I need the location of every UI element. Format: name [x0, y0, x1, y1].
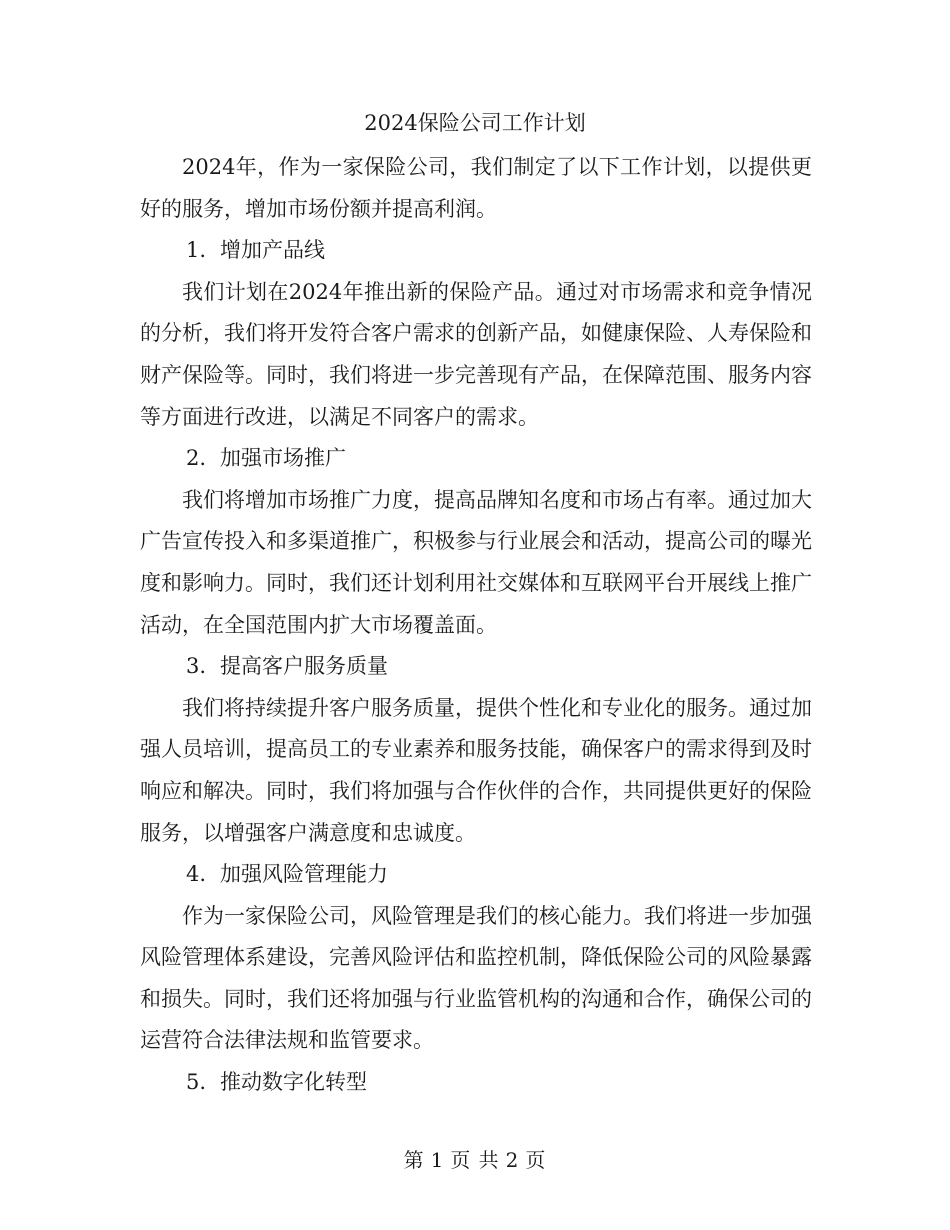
- footer-suffix: 页: [525, 1148, 547, 1172]
- section-paragraph-2: 我们将增加市场推广力度，提高品牌知名度和市场占有率。通过加大广告宣传投入和多渠道推广，积极参与行业展会和活动，提高公司的曝光度和影响力。同时，我们还计划利用社交媒体和互联网平台开展线上推广活动，在全国范围内扩大市场覆盖面。: [140, 487, 812, 637]
- section-paragraph-3: 我们将持续提升客户服务质量，提供个性化和专业化的服务。通过加强人员培训，提高员工的专业素养和服务技能，确保客户的需求得到及时响应和解决。同时，我们将加强与合作伙伴的合作，共同提供更好的保险服务，以增强客户满意度和忠诚度。: [140, 695, 812, 845]
- section-heading-1: [140, 230, 812, 272]
- footer-middle: 页 共: [450, 1148, 500, 1172]
- section-title: 增加产品线: [220, 238, 325, 263]
- section-number: 5.: [186, 1070, 207, 1095]
- section-title: 推动数字化转型: [220, 1070, 367, 1095]
- section-heading-5: [140, 1062, 812, 1104]
- section-heading-2: [140, 438, 812, 480]
- section-number: 4.: [186, 862, 207, 887]
- document-title: 2024保险公司工作计划: [364, 111, 586, 135]
- section-title: 提高客户服务质量: [220, 654, 388, 679]
- intro-paragraph: 2024年，作为一家保险公司，我们制定了以下工作计划，以提供更好的服务，增加市场份额并提高利润。: [140, 155, 812, 221]
- page-footer: [0, 1145, 950, 1175]
- section-paragraph-4: 作为一家保险公司，风险管理是我们的核心能力。我们将进一步加强风险管理体系建设，完善风险评估和监控机制，降低保险公司的风险暴露和损失。同时，我们还将加强与行业监管机构的沟通和合作，确保公司的运营符合法律法规和监管要求。: [140, 903, 812, 1053]
- section-paragraph-1: 我们计划在2024年推出新的保险产品。通过对市场需求和竞争情况的分析，我们将开发符合客户需求的创新产品，如健康保险、人寿保险和财产保险等。同时，我们将进一步完善现有产品，在保障范围、服务内容等方面进行改进，以满足不同客户的需求。: [140, 279, 812, 429]
- section-number: 2.: [186, 446, 207, 471]
- footer-total-pages: 2: [505, 1148, 520, 1172]
- document-body: [140, 147, 812, 1104]
- section-heading-4: [140, 854, 812, 896]
- section-number: 1.: [186, 238, 207, 263]
- section-number: 3.: [186, 654, 207, 679]
- section-title: 加强风险管理能力: [220, 862, 388, 887]
- section-title: 加强市场推广: [220, 446, 346, 471]
- footer-page-number: 1: [430, 1148, 445, 1172]
- section-heading-3: [140, 646, 812, 688]
- footer-prefix: 第: [403, 1148, 425, 1172]
